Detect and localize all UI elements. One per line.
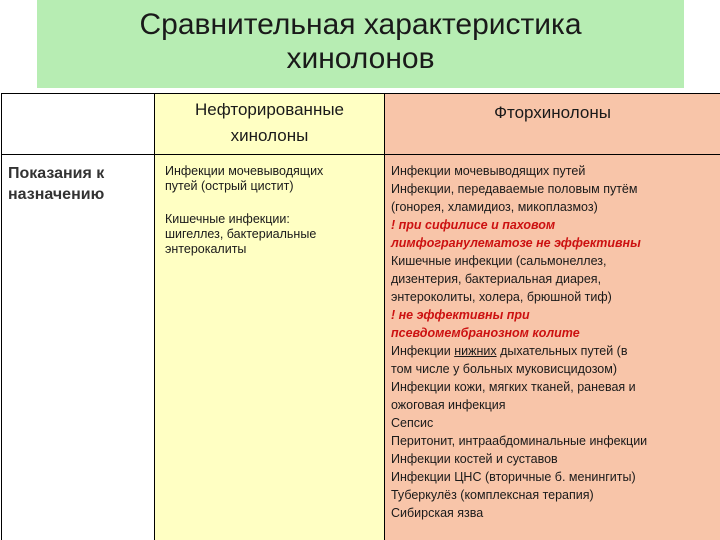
fq-line-14: ожоговая инфекция [391,398,506,412]
nonfluorinated-line-1: Инфекции мочевыводящих [165,164,324,178]
fq-line-20: Сибирская язва [391,506,484,520]
fq-line-7: дизентерия, бактериальная диарея, [391,272,602,286]
nonfluorinated-line-3: Кишечные инфекции: [165,212,290,226]
fq-warning-1b: лимфогранулематозе не эффективны [391,236,641,250]
header-nonfluorinated-line-1: Нефторированные [195,100,344,119]
row-label-line-1: Показания к [8,165,105,182]
fq-line-12: том числе у больных муковисцидозом) [391,362,618,376]
fq-warning-2a: ! не эффективны при [391,308,530,322]
table-corner-cell [1,93,155,155]
header-fluoroquinolones-label: Фторхинолоны [494,103,611,122]
row-label-line-2: назначению [8,186,105,203]
header-nonfluorinated-line-2: хинолоны [230,126,309,145]
fq-line-11 [391,342,720,360]
row-label-cell [1,155,155,540]
nonfluorinated-line-2: путей (острый цистит) [165,179,294,193]
fq-line-17: Инфекции костей и суставов [391,452,558,466]
slide-title [37,8,684,76]
fq-line-1: Инфекции мочевыводящих путей [391,164,586,178]
fq-line-2: Инфекции, передаваемые половым путём [391,182,638,196]
fq-line-18: Инфекции ЦНС (вторичные б. менингиты) [391,470,636,484]
nonfluorinated-line-4: шигеллез, бактериальные [165,227,317,241]
fq-line-3: (гонорея, хламидиоз, микоплазмоз) [391,200,598,214]
fq-line-6: Кишечные инфекции (сальмонеллез, [391,254,607,268]
fq-line-19: Туберкулёз (комплексная терапия) [391,488,594,502]
nonfluorinated-line-5: энтерокалиты [165,242,247,256]
fq-warning-2b: псевдомембранозном колите [391,326,580,340]
fq-line-11-underlined: нижних [454,344,497,358]
fq-line-11-start: Инфекции [391,344,455,358]
fq-line-13: Инфекции кожи, мягких тканей, раневая и [391,380,636,394]
fluoroquinolones-indications-cell [384,155,720,540]
title-line-1: Сравнительная характеристика [139,8,582,41]
fq-line-11-end: дыхательных путей (в [496,344,628,358]
comparison-table [0,93,720,540]
fq-line-16: Перитонит, интраабдоминальные инфекции [391,434,648,448]
fq-line-15: Сепсис [391,416,434,430]
title-line-2: хинолонов [286,42,435,75]
fq-line-8: энтероколиты, холера, брюшной тиф) [391,290,612,304]
header-fluoroquinolones [384,93,720,155]
fq-warning-1a: ! при сифилисе и паховом [391,218,556,232]
nonfluorinated-indications-cell [155,155,384,540]
header-nonfluorinated [155,93,384,155]
